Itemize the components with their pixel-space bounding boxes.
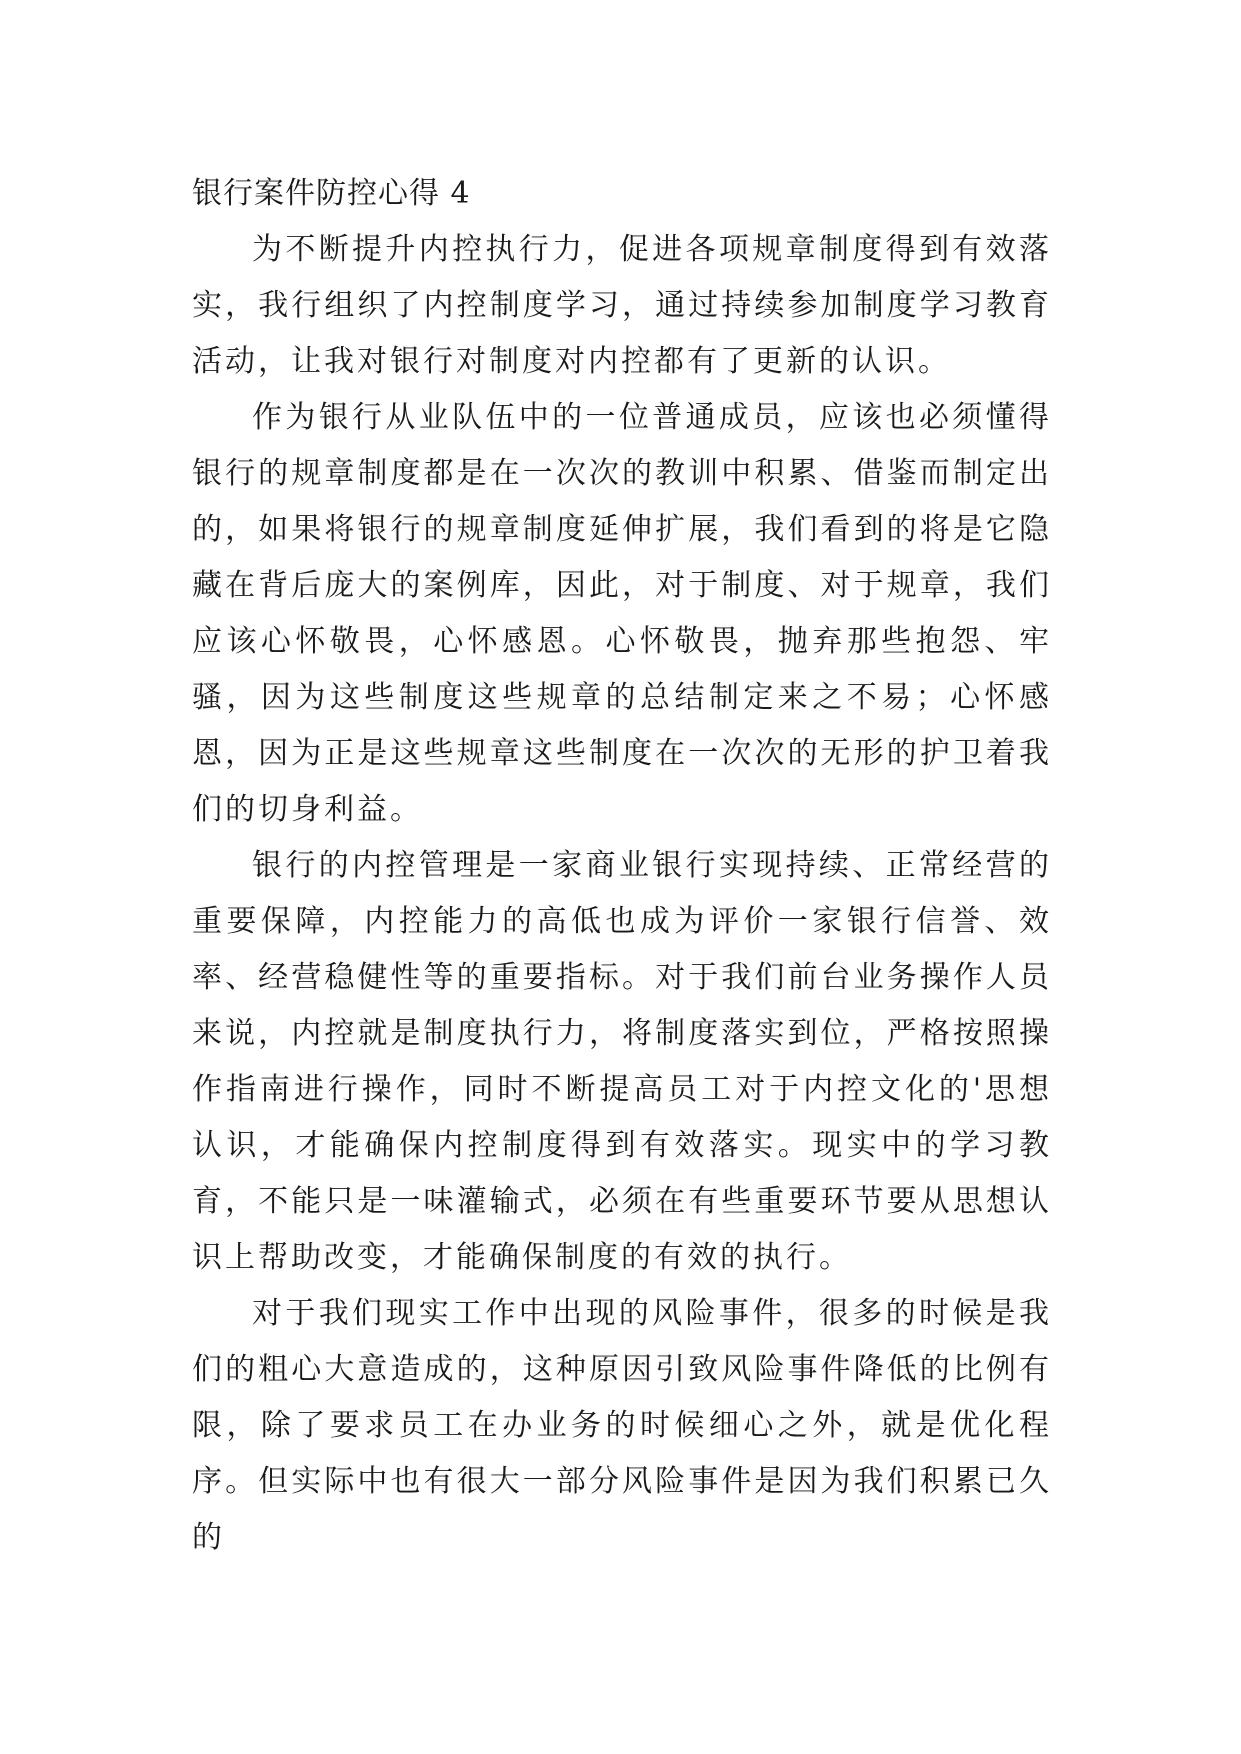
paragraph-1: 为不断提升内控执行力，促进各项规章制度得到有效落实，我行组织了内控制度学习，通过持续参加制度学习教育活动，让我对银行对制度对内控都有了更新的认识。 [192,232,1052,379]
document-body [192,166,1052,1566]
paragraph-4: 对于我们现实工作中出现的风险事件，很多的时候是我们的粗心大意造成的，这种原因引致风险事件降低的比例有限，除了要求员工在办业务的时候细心之外，就是优化程序。但实际中也有很大一部分风险事件是因为我们积累已久的 [192,1296,1052,1555]
paragraph-3: 银行的内控管理是一家商业银行实现持续、正常经营的重要保障，内控能力的高低也成为评价一家银行信誉、效率、经营稳健性等的重要指标。对于我们前台业务操作人员来说，内控就是制度执行力，将制度落实到位，严格按照操作指南进行操作，同时不断提高员工对于内控文化的'思想认识，才能确保内控制度得到有效落实。现实中的学习教育，不能只是一味灌输式，必须在有些重要环节要从思想认识上帮助改变，才能确保制度的有效的执行。 [192,848,1052,1275]
paragraph-2: 作为银行从业队伍中的一位普通成员，应该也必须懂得银行的规章制度都是在一次次的教训中积累、借鉴而制定出的，如果将银行的规章制度延伸扩展，我们看到的将是它隐藏在背后庞大的案例库，因此，对于制度、对于规章，我们应该心怀敬畏，心怀感恩。心怀敬畏，抛弃那些抱怨、牢骚，因为这些制度这些规章的总结制定来之不易；心怀感恩，因为正是这些规章这些制度在一次次的无形的护卫着我们的切身利益。 [192,400,1052,827]
document-title: 银行案件防控心得 4 [192,176,471,211]
